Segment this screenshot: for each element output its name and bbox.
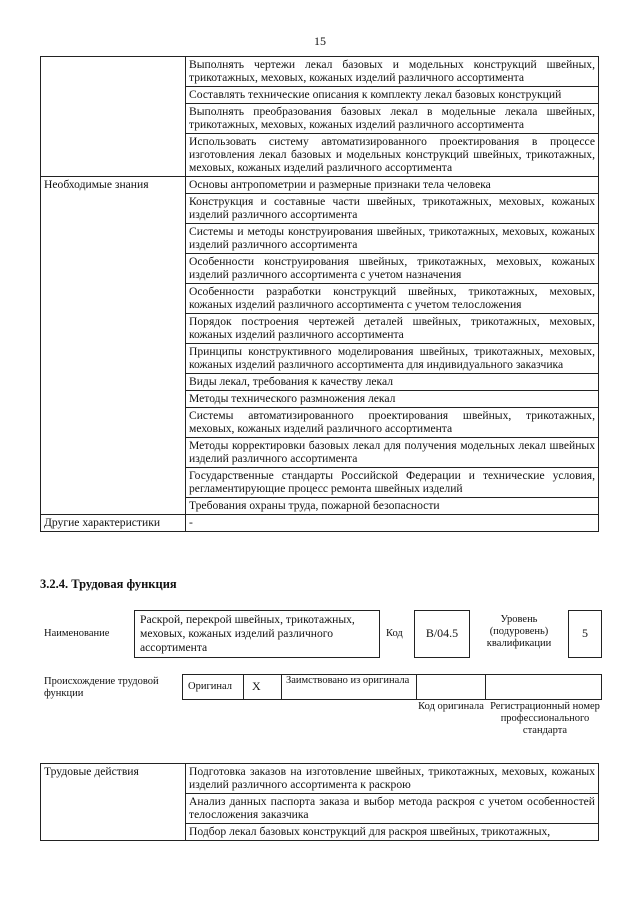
row-item-text: Методы корректировки базовых лекал для получения модельных лекал швейных изделий различного ассортимента (186, 438, 599, 468)
name-value: Раскрой, перекрой швейных, трикотажных, меховых, кожаных изделий различного ассортимента (140, 613, 355, 654)
code-caption: Код оригинала (418, 701, 484, 712)
work-actions-table (40, 763, 599, 841)
row-item-text: Основы антропометрии и размерные признаки тела человека (186, 177, 599, 194)
origin-label: Происхождение трудовой функции (44, 676, 159, 699)
row-item-text: Использовать систему автоматизированного проектирования в процессе изготовления лекал базовых и модельных конструкций швейных, трикотажных, меховых, кожаных изделий различного ассортимента (186, 134, 599, 177)
code-label: Код (386, 628, 403, 639)
origin-divider-1 (243, 675, 245, 699)
row-group-label (41, 57, 186, 177)
row-item-text: Государственные стандарты Российской Федерации и технические условия, регламентирующие процесс ремонта швейных изделий (186, 468, 599, 498)
section-title: 3.2.4. Трудовая функция (40, 577, 177, 591)
row-item-text: Системы автоматизированного проектирования швейных, трикотажных, меховых, кожаных изделий различного ассортимента (186, 408, 599, 438)
code-value-box (414, 610, 470, 658)
origin-divider-2 (281, 675, 283, 699)
row-group-label: Трудовые действия (41, 764, 186, 841)
row-item-text: - (186, 515, 599, 532)
row-item-text: Требования охраны труда, пожарной безопасности (186, 498, 599, 515)
table-row (41, 764, 599, 794)
page-number: 15 (314, 34, 326, 48)
row-item-text: Составлять технические описания к комплекту лекал базовых конструкций (186, 87, 599, 104)
row-item-text: Выполнять преобразования базовых лекал в модельные лекала швейных, трикотажных, меховых, кожаных изделий различного ассортимента (186, 104, 599, 134)
origin-divider-3 (416, 675, 418, 699)
row-item-text: Особенности конструирования швейных, трикотажных, меховых, кожаных изделий различного ассортимента с учетом назначения (186, 254, 599, 284)
row-item-text: Системы и методы конструирования швейных, трикотажных, меховых, кожаных изделий различного ассортимента (186, 224, 599, 254)
row-item-text: Виды лекал, требования к качеству лекал (186, 374, 599, 391)
level-value: 5 (582, 626, 588, 640)
name-label: Наименование (44, 628, 110, 639)
row-item-text: Подготовка заказов на изготовление швейных, трикотажных, меховых, кожаных изделий различного ассортимента к раскрою (186, 764, 599, 794)
borrowed-label: Заимствовано из оригинала (286, 675, 410, 686)
row-item-text: Анализ данных паспорта заказа и выбор метода раскроя с учетом особенностей телосложения заказчика (186, 794, 599, 824)
table-row (41, 515, 599, 532)
reg-caption: Регистрационный номер профессионального стандарта (490, 701, 600, 736)
table-row (41, 57, 599, 87)
original-label: Оригинал (188, 681, 232, 692)
original-mark: X (252, 679, 261, 693)
row-item-text: Принципы конструктивного моделирования швейных, трикотажных, меховых, кожаных изделий различного ассортимента для индивидуального заказчика (186, 344, 599, 374)
skills-knowledge-table (40, 56, 599, 532)
origin-divider-4 (485, 675, 487, 699)
row-item-text: Методы технического размножения лекал (186, 391, 599, 408)
row-group-label: Необходимые знания (41, 177, 186, 515)
row-group-label: Другие характеристики (41, 515, 186, 532)
level-value-box (568, 610, 602, 658)
row-item-text: Выполнять чертежи лекал базовых и модельных конструкций швейных, трикотажных, меховых, кожаных изделий различного ассортимента (186, 57, 599, 87)
row-item-text: Порядок построения чертежей деталей швейных, трикотажных, меховых, кожаных изделий различного ассортимента (186, 314, 599, 344)
row-item-text: Подбор лекал базовых конструкций для раскроя швейных, трикотажных, (186, 824, 599, 841)
table-row (41, 177, 599, 194)
row-item-text: Особенности разработки конструкций швейных, трикотажных, меховых, кожаных изделий различного ассортимента с учетом телосложения (186, 284, 599, 314)
code-value: B/04.5 (425, 626, 459, 640)
level-label: Уровень (подуровень) квалификации (486, 614, 552, 649)
row-item-text: Конструкция и составные части швейных, трикотажных, меховых, кожаных изделий различного ассортимента (186, 194, 599, 224)
name-value-box (134, 610, 380, 658)
